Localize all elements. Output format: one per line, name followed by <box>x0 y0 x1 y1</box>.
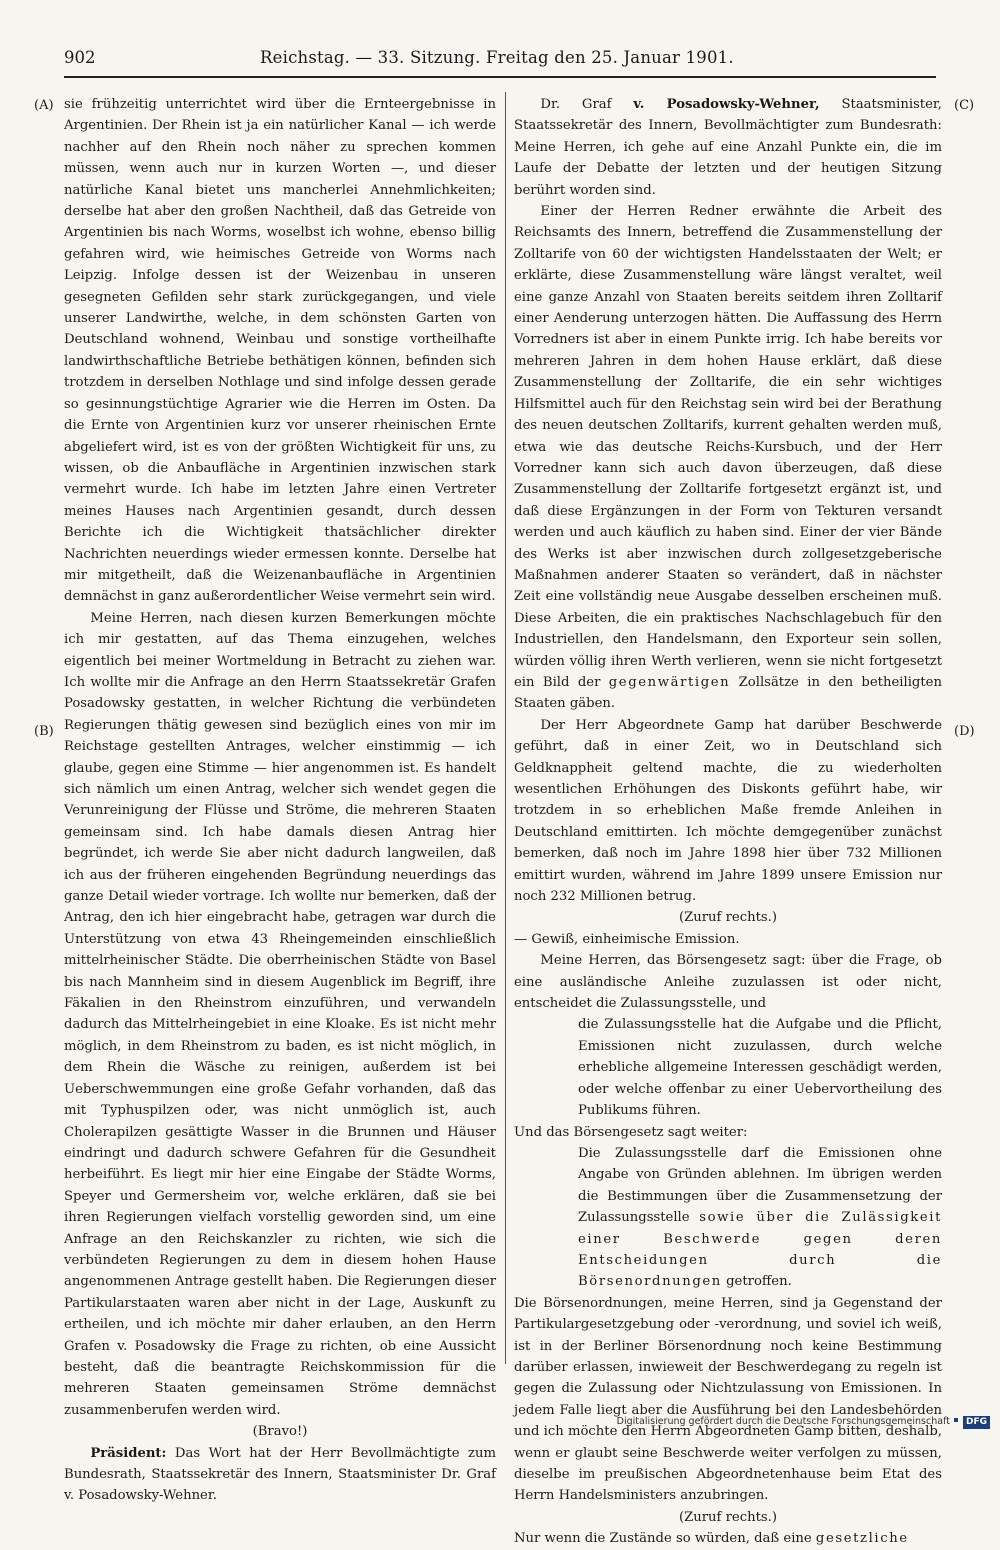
margin-marker-a: (A) <box>34 98 54 113</box>
header-rule <box>64 76 936 78</box>
margin-marker-b: (B) <box>34 724 54 739</box>
zuruf-interjection-2: (Zuruf rechts.) <box>678 1509 778 1525</box>
speaker-prefix: Dr. Graf <box>540 97 612 112</box>
right-paragraph-6: Und das Börsengesetz sagt weiter: <box>514 1124 748 1140</box>
left-column <box>64 94 496 1504</box>
right-paragraph-8 <box>514 1528 942 1549</box>
right-paragraph-8-spaced: gesetzliche <box>815 1531 909 1547</box>
law-quote-2-end: getroffen. <box>726 1274 792 1290</box>
zuruf-interjection-1: (Zuruf rechts.) <box>678 910 778 926</box>
bravo-interjection: (Bravo!) <box>252 1424 308 1440</box>
right-paragraph-7: Die Börsenordnungen, meine Herren, sind ja Gegenstand der Partikulargesetzgebung oder -verordnung, und soviel ich weiß, ist in der Berliner Börsenordnung noch keine Bestimmung darüber erlassen, inwieweit der Beschwerdegang zu regeln ist gegen die Zulassung oder Nichtzulassung von Emissionen. In jedem Falle liegt aber die Ausführung bei den Landesbehörden und ich möchte den Herrn Abgeordneten Gamp bitten, deshalb, wenn er glaubt seine Beschwerde weiter verfolgen zu müssen, dieselbe im preußischen Abgeordnetenhause beim Etat des Herrn Handelsministers anzubringen. <box>514 1295 942 1504</box>
law-quote-2-start: Die Zulassungsstelle darf die Emissionen ohne Angabe von Gründen ablehnen. Im übrigen werden die Bestimmungen über die Zusammensetzung der Zulassungsstelle <box>578 1145 942 1226</box>
dfg-logo: DFG <box>963 1416 990 1429</box>
margin-marker-c: (C) <box>954 98 975 113</box>
right-paragraph-1-text: Staatsminister, Staatssekretär des Innern, Bevollmächtigter zum Bundesrath: Meine Herren, ich gehe auf eine Anzahl Punkte ein, die im Laufe der Debatte der letzten und der heutigen Sitzung berührt worden sind. <box>514 97 942 198</box>
right-paragraph-3: Der Herr Abgeordnete Gamp hat darüber Beschwerde geführt, daß in einer Zeit, wo in Deutschland sich Geldknappheit geltend machte, die zu wiederholten wesentlichen Erhöhungen des Diskonts geführt habe, wir trotzdem in so erheblichen Maße fremde Anleihen in Deutschland emittirten. Ich möchte demgegenüber zunächst bemerken, daß noch im Jahre 1898 hier über 732 Millionen emittirt wurden, während im Jahre 1899 unsere Emission nur noch 232 Millionen betrug. <box>514 717 942 905</box>
president-text: Das Wort hat der Herr Bevollmächtigte zum Bundesrath, Staatssekretär des Innern, Staatsminister Dr. Graf v. Posadowsky-Wehner. <box>64 1445 496 1504</box>
speaker-name: v. Posadowsky-Wehner, <box>633 97 820 112</box>
margin-marker-d: (D) <box>954 724 975 739</box>
separator-dot-icon <box>954 1418 958 1422</box>
left-paragraph-2: Meine Herren, nach diesen kurzen Bemerkungen möchte ich mir gestatten, auf das Thema einzugehen, welches eigentlich bei meiner Wortmeldung in Betracht zu ziehen war. Ich wollte mir die Anfrage an den Herrn Staatssekretär Grafen Posadowsky gestatten, in welcher Richtung die verbündeten Regierungen thätig gewesen sind bezüglich eines von mir im Reichstage gestellten Antrages, welcher einstimmig — ich glaube, gegen eine Stimme — hier angenommen ist. Es handelt sich nämlich um einen Antrag, welcher sich wendet gegen die Verunreinigung der Flüsse und Ströme, die mehreren Staaten gemeinsam sind. Ich habe damals diesen Antrag hier begründet, ich werde Sie aber nicht dadurch langweilen, daß ich aus der früheren eingehenden Begründung neuerdings das ganze Detail wieder vortrage. Ich wollte nur bemerken, daß der Antrag, den ich hier eingebracht habe, getragen war durch die Unterstützung von etwa 43 Rheingemeinden einschließlich mittelrheinischer Städte. Die oberrheinischen Städte von Basel bis nach Mannheim sind in diesem Augenblick im Begriff, ihre Fäkalien in den Rheinstrom einzuführen, und verwandeln dadurch das Mittelrheingebiet in eine Kloake. Es ist nicht mehr möglich, in dem Rheinstrom zu baden, es ist nicht möglich, in dem Rhein die Wäsche zu reinigen, außerdem ist bei Ueberschwemmungen eine große Gefahr vorhanden, daß das mit Typhuspilzen oder, was nicht unmöglich ist, auch Cholerapilzen gesättigte Wasser in die Brunnen und Häuser eindringt und dadurch schwere Gefahren für die Gesundheit herbeiführt. Es liegt mir hier eine Eingabe der Städte Worms, Speyer und Germersheim vor, welche erklären, daß sie bei ihren Regierungen vielfach vorstellig geworden sind, um eine Anfrage an den Reichskanzler zu richten, wie sich die verbündeten Regierungen zu dem in diesem hohen Hause angenommenen Antrage gestellt haben. Die Regierungen dieser Partikularstaaten waren aber nicht in der Lage, Auskunft zu ertheilen, und ich möchte mir daher erlauben, an den Herrn Grafen v. Posadowsky die Frage zu richten, ob eine Aussicht besteht, daß die beantragte Reichskommission für die mehreren Staaten gemeinsamen Ströme demnächst zusammenberufen werden wird. <box>64 610 496 1418</box>
law-quote-2 <box>578 1143 942 1293</box>
right-paragraph-5: Meine Herren, das Börsengesetz sagt: über die Frage, ob eine ausländische Anleihe zuzulassen ist oder nicht, entscheidet die Zulassungsstelle, und <box>514 953 942 1012</box>
running-title: Reichstag. — 33. Sitzung. Freitag den 25. Januar 1901. <box>260 48 734 67</box>
digitization-credit <box>590 1414 990 1430</box>
right-paragraph-8-start: Nur wenn die Zustände so würden, daß eine <box>514 1531 812 1547</box>
page-header <box>64 44 936 72</box>
president-label: Präsident: <box>90 1445 167 1461</box>
right-paragraph-2 <box>514 201 942 715</box>
law-quote-2-spaced: sowie über die Zulässigkeit einer Beschwerde gegen deren Entscheidungen durch die Börsenordnungen <box>578 1210 942 1290</box>
footer-text: Digitalisierung gefördert durch die Deutsche Forschungsgemeinschaft <box>616 1416 950 1427</box>
law-quote-1: die Zulassungsstelle hat die Aufgabe und die Pflicht, Emissionen nicht zuzulassen, durch welche erhebliche allgemeine Interessen geschädigt werden, oder welche offenbar zu einer Uebervortheilung des Publikums führen. <box>578 1017 942 1119</box>
right-paragraph-4: — Gewiß, einheimische Emission. <box>514 931 740 947</box>
right-paragraph-2-text: Einer der Herren Redner erwähnte die Arbeit des Reichsamts des Innern, betreffend die Zusammenstellung der Zolltarife von 60 der wichtigsten Handelsstaaten der Welt; er erklärte, diese Zusammenstellung wäre längst veraltet, weil eine ganze Anzahl von Staaten bereits seitdem ihren Zolltarif einer Aenderung unterzogen hätten. Die Auffassung des Herrn Vorredners ist aber in einem Punkte irrig. Ich habe bereits vor mehreren Jahren in dem hohen Hause erklärt, daß diese Zusammenstellung der Zolltarife, die ein sehr wichtiges Hilfsmittel auch für den Reichstag sein wird bei der Berathung des neuen deutschen Zolltarifs, kurrent gehalten werden muß, etwa wie das deutsche Reichs-Kursbuch, und der Herr Vorredner kann sich auch davon überzeugen, daß diese Zusammenstellung der Zolltarife fortgesetzt ergänzt ist, und daß diese Ergänzungen in der Form von Tekturen versandt werden und auch käuflich zu haben sind. Einer der vier Bände des Werks ist aber inzwischen durch zollgesetzgeberische Maßnahmen anderer Staaten so verändert, daß in nächster Zeit eine vollständig neue Ausgabe desselben erscheinen muß. Diese Arbeiten, die ein praktisches Nachschlagebuch für den Industriellen, den Handelsmann, den Exporteur sein sollen, würden völlig ihren Werth verlieren, wenn sie nicht fortgesetzt ein Bild der <box>514 204 942 690</box>
right-paragraph-1 <box>514 94 942 201</box>
right-paragraph-2-spaced: gegenwärtigen <box>608 674 731 690</box>
president-statement <box>64 1443 496 1507</box>
page-number: 902 <box>64 48 96 67</box>
left-paragraph-1: sie frühzeitig unterrichtet wird über die Ernteergebnisse in Argentinien. Der Rhein ist ja ein natürlicher Kanal — ich werde nachher auf den Rhein noch näher zu sprechen kommen müssen, wenn auch nur in kurzen Worten —, und dieser natürliche Kanal bietet uns mancherlei Annehmlichkeiten; derselbe hat aber den großen Nachtheil, daß das Getreide von Argentinien bis nach Worms, woselbst ich wohne, ebenso billig gefahren wird, wie heimisches Getreide von Worms nach Leipzig. Infolge dessen ist der Weizenbau in unseren gesegneten Gefilden sehr stark zurückgegangen, und viele unserer Landwirthe, welche, in dem schönsten Garten von Deutschland wohnend, Weinbau und sonstige vortheilhafte landwirthschaftliche Betriebe bethätigen können, befinden sich trotzdem in derselben Nothlage und sind infolge dessen gerade so gesinnungstüchtige Agrarier wie die Herren im Osten. Da die Ernte von Argentinien kurz vor unserer rheinischen Ernte abgeliefert wird, ist es von der größten Wichtigkeit für uns, zu wissen, ob die Anbaufläche in Argentinien inzwischen stark vermehrt wurde. Ich habe im letzten Jahre einen Vertreter meines Hauses nach Argentinien gesandt, durch dessen Berichte ich die Wichtigkeit thatsächlicher direkter Nachrichten neuerdings wieder ermessen konnte. Derselbe hat mir mitgetheilt, daß die Weizenanbaufläche in Argentinien demnächst in ganz außerordentlicher Weise vermehrt sein wird. <box>64 97 496 605</box>
column-divider <box>505 92 506 1364</box>
right-paragraph-2-end: Zollsätze in den betheiligten Staaten gäben. <box>514 674 942 712</box>
